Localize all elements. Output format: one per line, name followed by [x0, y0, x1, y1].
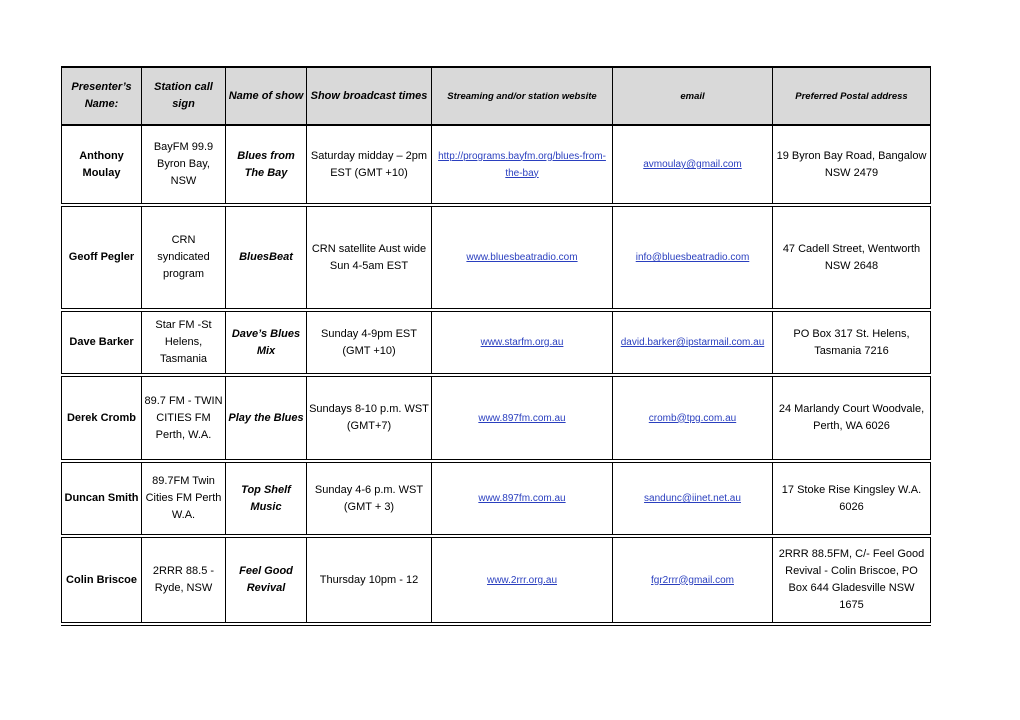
- postal-address: 17 Stoke Rise Kingsley W.A. 6026: [773, 461, 931, 536]
- website-link[interactable]: www.897fm.com.au: [478, 412, 566, 424]
- broadcast-times: Sundays 8-10 p.m. WST (GMT+7): [307, 375, 432, 461]
- email-cell: [613, 125, 773, 205]
- presenter-name: Colin Briscoe: [62, 536, 142, 624]
- table-row: [62, 375, 931, 461]
- email-cell: [613, 205, 773, 310]
- show-name: Dave’s Blues Mix: [226, 310, 307, 375]
- show-name: Feel Good Revival: [226, 536, 307, 624]
- table-row: [62, 310, 931, 375]
- show-name: Top Shelf Music: [226, 461, 307, 536]
- show-name: Play the Blues: [226, 375, 307, 461]
- website-link[interactable]: www.starfm.org.au: [480, 337, 564, 348]
- table-row: [62, 125, 931, 205]
- station-call-sign: BayFM 99.9 Byron Bay, NSW: [142, 125, 226, 205]
- website-cell: [432, 310, 613, 375]
- broadcast-times: Saturday midday – 2pm EST (GMT +10): [307, 125, 432, 205]
- header-show: Name of show: [226, 67, 307, 125]
- presenter-table: [61, 66, 931, 626]
- postal-address: 47 Cadell Street, Wentworth NSW 2648: [773, 205, 931, 310]
- postal-address: 2RRR 88.5FM, C/- Feel Good Revival - Colin Briscoe, PO Box 644 Gladesville NSW 1675: [773, 536, 931, 624]
- show-name: Blues from The Bay: [226, 125, 307, 205]
- postal-address: PO Box 317 St. Helens, Tasmania 7216: [773, 310, 931, 375]
- website-link[interactable]: www.2rrr.org.au: [486, 574, 558, 586]
- header-presenter: Presenter’s Name:: [62, 67, 142, 125]
- email-link[interactable]: david.barker@ipstarmail.com.au: [620, 337, 765, 348]
- email-cell: [613, 536, 773, 624]
- email-link[interactable]: fgr2rrr@gmail.com: [651, 574, 734, 586]
- broadcast-times: Thursday 10pm - 12: [307, 536, 432, 624]
- website-link[interactable]: www.bluesbeatradio.com: [466, 252, 578, 263]
- email-link[interactable]: sandunc@iinet.net.au: [644, 493, 741, 504]
- website-cell: [432, 205, 613, 310]
- postal-address: 19 Byron Bay Road, Bangalow NSW 2479: [773, 125, 931, 205]
- presenter-name: Duncan Smith: [62, 461, 142, 536]
- header-station: Station call sign: [142, 67, 226, 125]
- email-link[interactable]: cromb@tpg.com.au: [648, 412, 737, 424]
- show-name: BluesBeat: [226, 205, 307, 310]
- presenter-name: Geoff Pegler: [62, 205, 142, 310]
- header-row: [62, 67, 931, 125]
- station-call-sign: CRN syndicated program: [142, 205, 226, 310]
- station-call-sign: Star FM -St Helens, Tasmania: [142, 310, 226, 375]
- presenter-name: Dave Barker: [62, 310, 142, 375]
- email-cell: [613, 461, 773, 536]
- website-cell: [432, 375, 613, 461]
- postal-address: 24 Marlandy Court Woodvale, Perth, WA 6026: [773, 375, 931, 461]
- header-times: Show broadcast times: [307, 67, 432, 125]
- table-row: [62, 536, 931, 624]
- broadcast-times: CRN satellite Aust wide Sun 4-5am EST: [307, 205, 432, 310]
- station-call-sign: 89.7FM Twin Cities FM Perth W.A.: [142, 461, 226, 536]
- broadcast-times: Sunday 4-6 p.m. WST (GMT + 3): [307, 461, 432, 536]
- email-cell: [613, 375, 773, 461]
- website-cell: [432, 461, 613, 536]
- presenter-name: Derek Cromb: [62, 375, 142, 461]
- station-call-sign: 89.7 FM - TWIN CITIES FM Perth, W.A.: [142, 375, 226, 461]
- website-cell: [432, 125, 613, 205]
- website-cell: [432, 536, 613, 624]
- table-row: [62, 205, 931, 310]
- header-postal: Preferred Postal address: [773, 67, 931, 125]
- table-row: [62, 461, 931, 536]
- email-link[interactable]: avmoulay@gmail.com: [643, 159, 742, 170]
- email-link[interactable]: info@bluesbeatradio.com: [635, 252, 750, 263]
- email-cell: [613, 310, 773, 375]
- station-call-sign: 2RRR 88.5 - Ryde, NSW: [142, 536, 226, 624]
- header-email: email: [613, 67, 773, 125]
- broadcast-times: Sunday 4-9pm EST (GMT +10): [307, 310, 432, 375]
- website-link[interactable]: http://programs.bayfm.org/blues-from-the-bay: [438, 150, 606, 179]
- website-link[interactable]: www.897fm.com.au: [478, 493, 566, 504]
- header-website: Streaming and/or station website: [432, 67, 613, 125]
- presenter-name: Anthony Moulay: [62, 125, 142, 205]
